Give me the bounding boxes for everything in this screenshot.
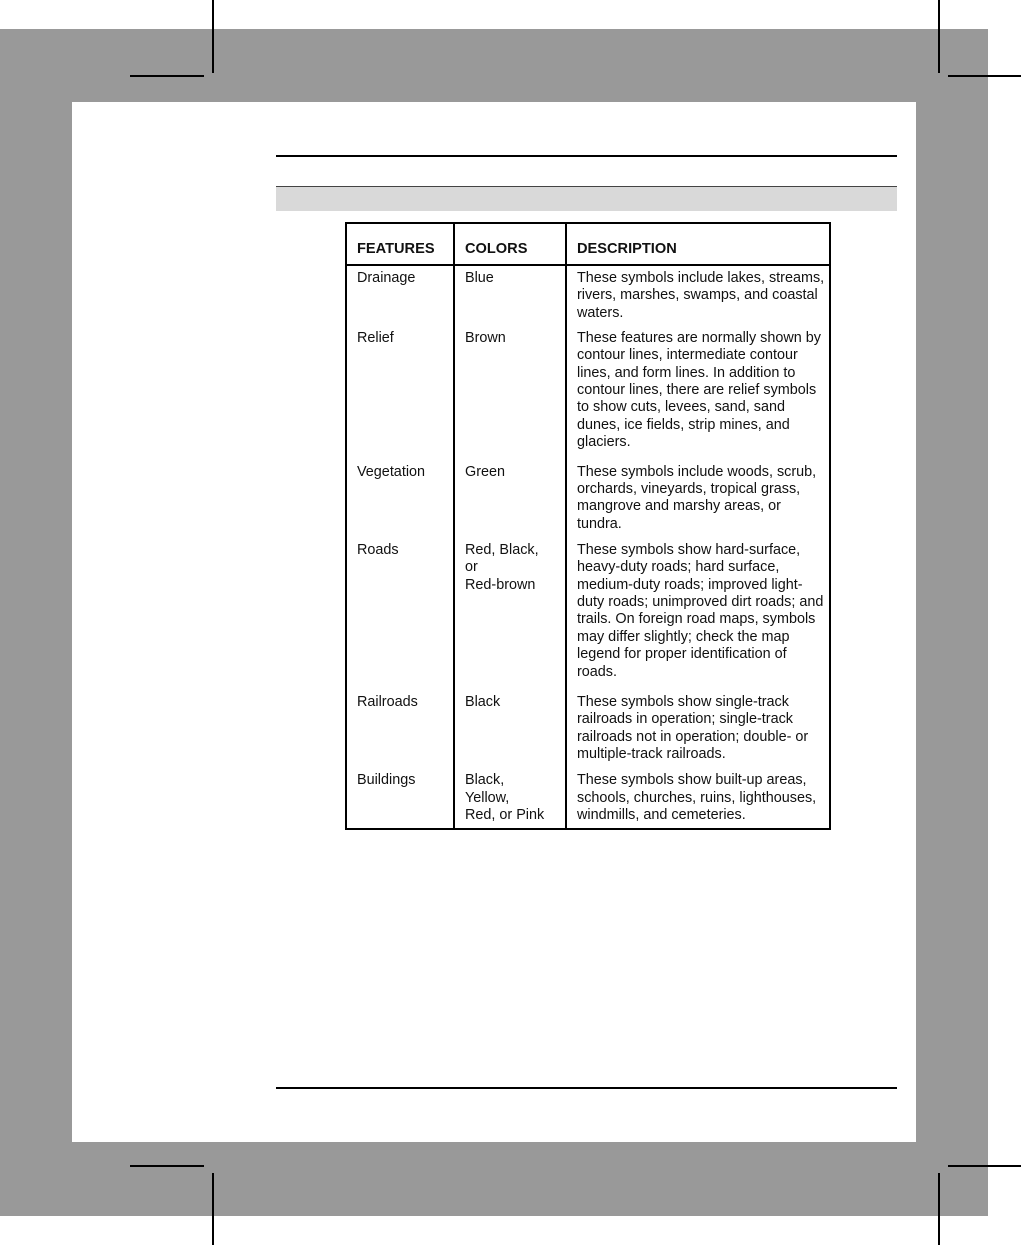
colors-cell: Red, Black, or Red-brown xyxy=(454,538,566,690)
description-cell: These symbols show hard-surface, heavy-duty roads; hard surface, medium-duty roads; improved light-duty roads; unimproved dirt roads; and trails. On foreign road maps, symbols may differ slightly; check the map legend for proper identification of roads. xyxy=(577,541,824,680)
table-row xyxy=(346,538,830,690)
crop-mark-top-right-horizontal xyxy=(948,75,1021,77)
crop-mark-bottom-left-horizontal xyxy=(130,1165,204,1167)
description-cell: These symbols include lakes, streams, rivers, marshes, swamps, and coastal waters. xyxy=(577,270,825,321)
feature-cell: Roads xyxy=(346,538,454,690)
table-row xyxy=(346,768,830,829)
description-cell: These features are normally shown by contour lines, intermediate contour lines, and form lines. In addition to contour lines, there are relief symbols to show cuts, levees, sand, sand dunes, ice fields, strip mines, and glaciers. xyxy=(577,329,821,451)
table-header-row xyxy=(346,223,830,265)
feature-cell: Railroads xyxy=(346,690,454,768)
header-features: FEATURES xyxy=(346,223,454,265)
footer-rule xyxy=(276,1087,897,1089)
section-shade-band xyxy=(276,186,897,211)
crop-mark-top-left-vertical xyxy=(212,0,214,73)
colors-cell: Blue xyxy=(454,265,566,326)
crop-mark-bottom-right-vertical xyxy=(938,1173,940,1245)
feature-cell: Drainage xyxy=(346,265,454,326)
feature-cell: Relief xyxy=(346,326,454,460)
crop-mark-bottom-left-vertical xyxy=(212,1173,214,1245)
colors-cell: Brown xyxy=(454,326,566,460)
feature-cell: Buildings xyxy=(346,768,454,829)
table-row xyxy=(346,326,830,460)
table-row xyxy=(346,265,830,326)
description-cell: These symbols include woods, scrub, orchards, vineyards, tropical grass, mangrove and marshy areas, or tundra. xyxy=(577,463,817,532)
feature-cell: Vegetation xyxy=(346,460,454,538)
colors-cell: Green xyxy=(454,460,566,538)
header-description: DESCRIPTION xyxy=(566,223,830,265)
description-cell: These symbols show single-track railroads in operation; single-track railroads not in operation; double- or multiple-track railroads. xyxy=(577,693,809,763)
description-cell: These symbols show built-up areas, schools, churches, ruins, lighthouses, windmills, and cemeteries. xyxy=(577,772,817,823)
crop-mark-top-right-vertical xyxy=(938,0,940,73)
table-row xyxy=(346,460,830,538)
table-row xyxy=(346,690,830,768)
map-color-legend-table xyxy=(345,222,831,830)
colors-cell: Black, Yellow, Red, or Pink xyxy=(454,768,566,829)
header-colors: COLORS xyxy=(454,223,566,265)
crop-mark-top-left-horizontal xyxy=(130,75,204,77)
crop-mark-bottom-right-horizontal xyxy=(948,1165,1021,1167)
header-rule xyxy=(276,155,897,157)
colors-cell: Black xyxy=(454,690,566,768)
